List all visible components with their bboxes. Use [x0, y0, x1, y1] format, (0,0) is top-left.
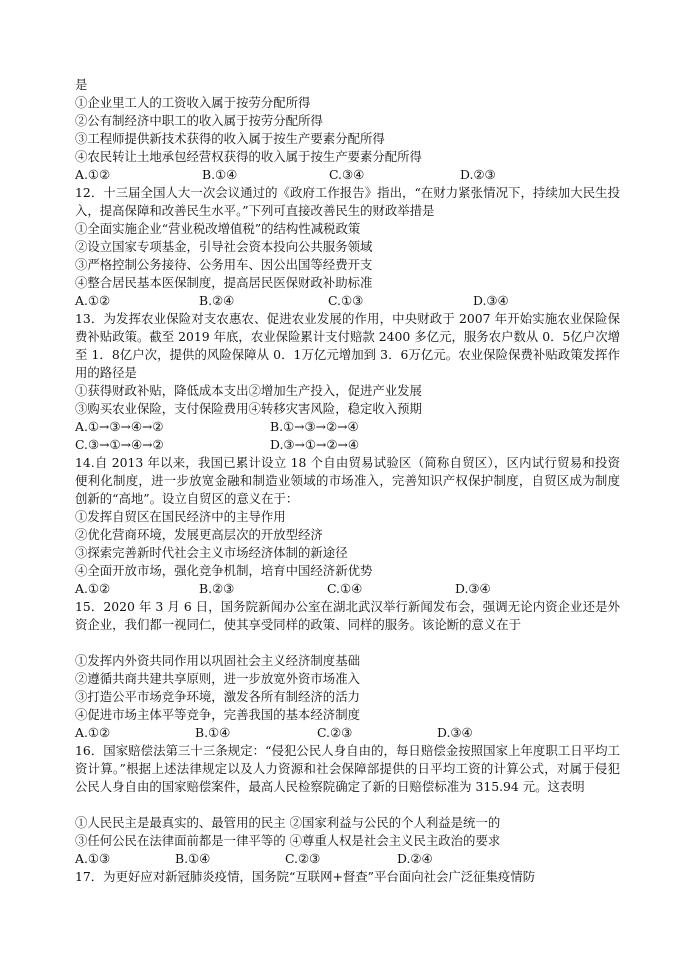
- question-14: [75, 454, 620, 598]
- option-c: C.②③: [285, 851, 321, 866]
- question-16: [75, 742, 620, 868]
- question-11-item: ④农民转让土地承包经营权获得的收入属于按生产要素分配所得: [75, 149, 422, 164]
- question-15-stem: 15．2020 年 3 月 6 日，国务院新闻办公室在湖北武汉举行新闻发布会，强调无论内资企业还是外资企业，我们都一视同仁，使其享受同样的政策、同样的服务。该论断的意义在于: [75, 599, 620, 632]
- question-16-stem: 16．国家赔偿法第三十三条规定：“侵犯公民人身自由的，每日赔偿金按照国家上年度职工日平均工资计算。”根据上述法律规定以及人力资源和社会保障部提供的日平均工资的计算公式，对属于侵犯公民人身自由的国家赔偿案件，最高人民检察院确定了新的日赔偿标准为 315.94 元。这表明: [75, 743, 620, 794]
- question-14-item: ①发挥自贸区在国民经济中的主导作用: [75, 509, 286, 524]
- question-16-items-row: ③任何公民在法律面前都是一律平等的 ④尊重人权是社会主义民主政治的要求: [75, 833, 501, 848]
- question-15-item: ④促进市场主体平等竞争，完善我国的基本经济制度: [75, 707, 360, 722]
- question-14-item: ②优化营商环境，发展更高层次的开放型经济: [75, 527, 323, 542]
- option-a: A.①②: [75, 725, 111, 740]
- question-11-item: ②公有制经济中职工的收入属于按劳分配所得: [75, 113, 323, 128]
- question-13-items-row: ①获得财政补贴，降低成本支出②增加生产投入，促进产业发展: [75, 383, 422, 398]
- option-d: D.③④: [455, 581, 491, 596]
- option-c: C.①③: [328, 293, 364, 308]
- option-a: A.①②: [75, 167, 111, 182]
- option-a: A.①②: [75, 293, 111, 308]
- question-14-options: [75, 580, 620, 598]
- question-12-options: [75, 292, 620, 310]
- option-d: D.③④: [473, 293, 509, 308]
- option-b: B.①④: [195, 725, 231, 740]
- option-c: C.③→①→④→②: [75, 437, 164, 452]
- option-b: B.②④: [199, 293, 235, 308]
- option-a: A.①②: [75, 581, 111, 596]
- option-d: D.②③: [460, 167, 496, 182]
- question-14-item: ④全面开放市场，强化竞争机制，培育中国经济新优势: [75, 563, 373, 578]
- question-12-item: ①全面实施企业“营业税改增值税”的结构性减税政策: [75, 221, 361, 236]
- option-b: B.②③: [199, 581, 235, 596]
- option-d: D.③④: [437, 725, 473, 740]
- question-15-item: ③打造公平市场竞争环境，激发各所有制经济的活力: [75, 689, 360, 704]
- question-12: [75, 184, 620, 310]
- question-12-item: ④整合居民基本医保制度，提高居民医保财政补助标准: [75, 275, 373, 290]
- option-a: A.①→③→④→②: [75, 419, 164, 434]
- question-16-options: [75, 850, 620, 868]
- question-15: [75, 598, 620, 742]
- question-15-options: [75, 724, 620, 742]
- question-11-item: ③工程师提供新技术获得的收入属于按生产要素分配所得: [75, 131, 385, 146]
- option-b: B.①④: [202, 167, 238, 182]
- question-14-item: ③探索完善新时代社会主义市场经济体制的新途径: [75, 545, 348, 560]
- question-14-stem: 14.自 2013 年以来，我国已累计设立 18 个自由贸易试验区（简称自贸区），区内试行贸易和投资便利化制度，进一步放宽金融和制造业领域的市场准入，完善知识产权保护制度，自贸区成为制度创新的“高地”。设立自贸区的意义在于：: [75, 455, 620, 506]
- option-d: D.②④: [397, 851, 433, 866]
- question-12-item: ③严格控制公务接待、公务用车、因公出国等经费开支: [75, 257, 373, 272]
- question-15-item: ①发挥内外资共同作用以巩固社会主义经济制度基础: [75, 653, 360, 668]
- question-11-options: [75, 166, 620, 184]
- option-d: D.③→①→②→④: [270, 437, 360, 452]
- question-12-stem: 12．十三届全国人大一次会议通过的《政府工作报告》指出，“在财力紧张情况下，持续加大民生投入，提高保障和改善民生水平。”下列可直接改善民生的财政举措是: [75, 185, 620, 218]
- question-13-options-row: [75, 418, 620, 436]
- option-c: C.①④: [327, 581, 363, 596]
- question-11-stem-tail: 是: [75, 77, 88, 92]
- option-b: B.①④: [175, 851, 211, 866]
- question-15-item: ②遵循共商共建共享原则，进一步放宽外资市场准入: [75, 671, 360, 686]
- question-11: [75, 76, 620, 184]
- question-13-options-row: [75, 436, 620, 454]
- question-16-items-row: ①人民民主是最真实的、最管用的民主 ②国家利益与公民的个人利益是统一的: [75, 815, 501, 830]
- question-12-item: ②设立国家专项基金，引导社会资本投向公共服务领域: [75, 239, 373, 254]
- option-b: B.①→③→②→④: [270, 419, 359, 434]
- exam-page: [75, 76, 620, 886]
- option-a: A.①③: [75, 851, 111, 866]
- option-c: C.②③: [317, 725, 353, 740]
- question-17: [75, 868, 620, 886]
- question-13-items-row: ③购买农业保险，支付保险费用④转移灾害风险，稳定收入预期: [75, 401, 422, 416]
- question-13-stem: 13．为发挥农业保险对支农惠农、促进农业发展的作用，中央财政于 2007 年开始实施农业保险保费补贴政策。截至 2019 年底，农业保险累计支付赔款 2400 多亿元，服务农户数从 0．5亿户次增至 1．8亿户次，提供的风险保障从 0．1万亿元增加到 3．6万亿元。农业保险保费补贴政策发挥作用的路径是: [75, 311, 620, 380]
- option-c: C.③④: [329, 167, 365, 182]
- question-11-item: ①企业里工人的工资收入属于按劳分配所得: [75, 95, 311, 110]
- question-13: [75, 310, 620, 454]
- question-17-stem: 17．为更好应对新冠肺炎疫情，国务院“互联网+督查”平台面向社会广泛征集疫情防: [75, 869, 536, 884]
